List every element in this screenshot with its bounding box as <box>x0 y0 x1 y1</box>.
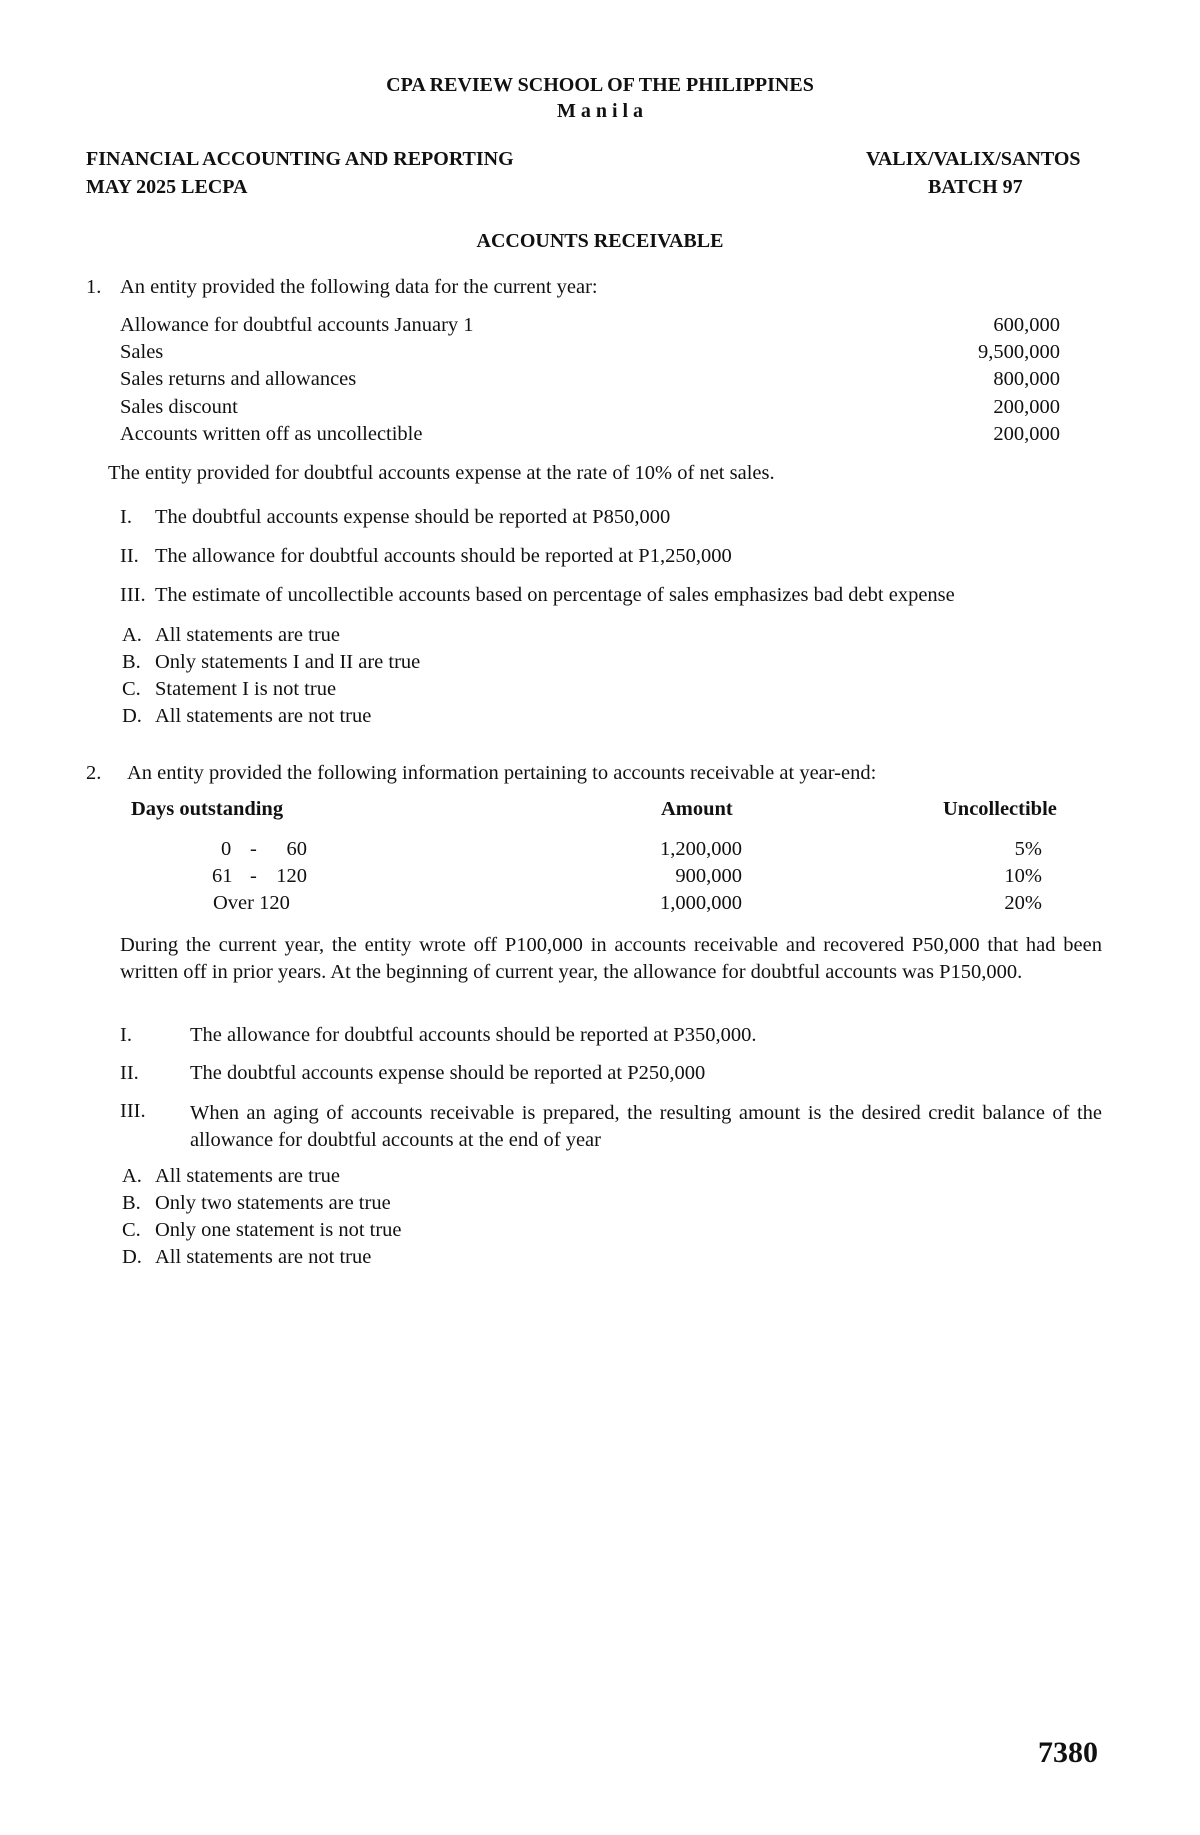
choice-letter: A. <box>122 1165 142 1187</box>
table-header-amount: Amount <box>661 798 733 820</box>
data-item-label: Sales returns and allowances <box>120 368 357 390</box>
data-item-value: 9,500,000 <box>978 341 1060 363</box>
data-item-value: 800,000 <box>993 368 1060 390</box>
statement-text: The estimate of uncollectible accounts based on percentage of sales emphasizes bad debt expense <box>155 584 955 606</box>
question-stem: An entity provided the following data for the current year: <box>120 276 598 298</box>
school-city: M a n i l a <box>556 100 644 122</box>
days-label: Over 120 <box>213 892 290 914</box>
amount-cell: 1,200,000 <box>660 838 742 860</box>
choice-text: All statements are not true <box>155 705 372 727</box>
choice-text: All statements are true <box>155 1165 341 1187</box>
choice-text: Only one statement is not true <box>155 1219 402 1241</box>
data-item-value: 200,000 <box>993 396 1060 418</box>
choice-letter: B. <box>122 651 141 673</box>
question-paragraph: During the current year, the entity wrote off P100,000 in accounts receivable and recovered P50,000 that had been written off in prior years. At the beginning of current year, the allowance for doubtful accounts was P150,000. <box>120 934 1102 983</box>
rate-cell: 10% <box>1004 865 1042 887</box>
days-from: 0 <box>221 838 232 860</box>
choice-letter: C. <box>122 1219 141 1241</box>
choice-letter: C. <box>122 678 141 700</box>
statement-number: II. <box>120 545 139 567</box>
statement-text: The doubtful accounts expense should be reported at P850,000 <box>155 506 671 528</box>
choice-letter: B. <box>122 1192 141 1214</box>
days-from: 61 <box>212 865 233 887</box>
authors: VALIX/VALIX/SANTOS <box>866 148 1081 170</box>
days-dash: - <box>250 838 257 860</box>
question-note: The entity provided for doubtful accounts expense at the rate of 10% of net sales. <box>108 462 775 484</box>
choice-text: All statements are not true <box>155 1246 372 1268</box>
data-item-label: Allowance for doubtful accounts January 1 <box>120 314 474 336</box>
statement-number: II. <box>120 1062 139 1084</box>
choice-text: Only statements I and II are true <box>155 651 421 673</box>
question-number: 1. <box>86 276 102 298</box>
page-title: ACCOUNTS RECEIVABLE <box>476 230 724 252</box>
statement-number: I. <box>120 506 132 528</box>
question-stem: An entity provided the following information pertaining to accounts receivable at year-end: <box>127 762 877 784</box>
choice-letter: D. <box>122 705 142 727</box>
amount-cell: 1,000,000 <box>660 892 742 914</box>
data-item-label: Sales <box>120 341 164 363</box>
days-to: 60 <box>286 838 307 860</box>
rate-cell: 20% <box>1004 892 1042 914</box>
school-name: CPA REVIEW SCHOOL OF THE PHILIPPINES <box>386 74 814 96</box>
days-dash: - <box>250 865 257 887</box>
data-item-value: 600,000 <box>993 314 1060 336</box>
table-header-uncollectible: Uncollectible <box>943 798 1057 820</box>
statement-text: The allowance for doubtful accounts should be reported at P1,250,000 <box>155 545 732 567</box>
subject-title: FINANCIAL ACCOUNTING AND REPORTING <box>86 148 514 170</box>
choice-text: Only two statements are true <box>155 1192 391 1214</box>
choice-text: All statements are true <box>155 624 341 646</box>
table-header-days: Days outstanding <box>131 798 284 820</box>
amount-cell: 900,000 <box>675 865 742 887</box>
data-item-label: Accounts written off as uncollectible <box>120 423 423 445</box>
days-to: 120 <box>276 865 307 887</box>
statement-text: The doubtful accounts expense should be reported at P250,000 <box>190 1062 706 1084</box>
exam-term: MAY 2025 LECPA <box>86 176 248 198</box>
data-item-label: Sales discount <box>120 396 238 418</box>
data-item-value: 200,000 <box>993 423 1060 445</box>
question-number: 2. <box>86 762 102 784</box>
page-number: 7380 <box>1038 1736 1098 1769</box>
batch: BATCH 97 <box>928 176 1023 198</box>
statement-number: I. <box>120 1024 132 1046</box>
choice-letter: D. <box>122 1246 142 1268</box>
statement-number: III. <box>120 584 146 606</box>
choice-letter: A. <box>122 624 142 646</box>
choice-text: Statement I is not true <box>155 678 337 700</box>
statement-text: The allowance for doubtful accounts should be reported at P350,000. <box>190 1024 757 1046</box>
statement-number: III. <box>120 1100 146 1122</box>
rate-cell: 5% <box>1014 838 1042 860</box>
statement-text: When an aging of accounts receivable is prepared, the resulting amount is the desired credit balance of the allowance for doubtful accounts at the end of year <box>190 1102 1102 1151</box>
